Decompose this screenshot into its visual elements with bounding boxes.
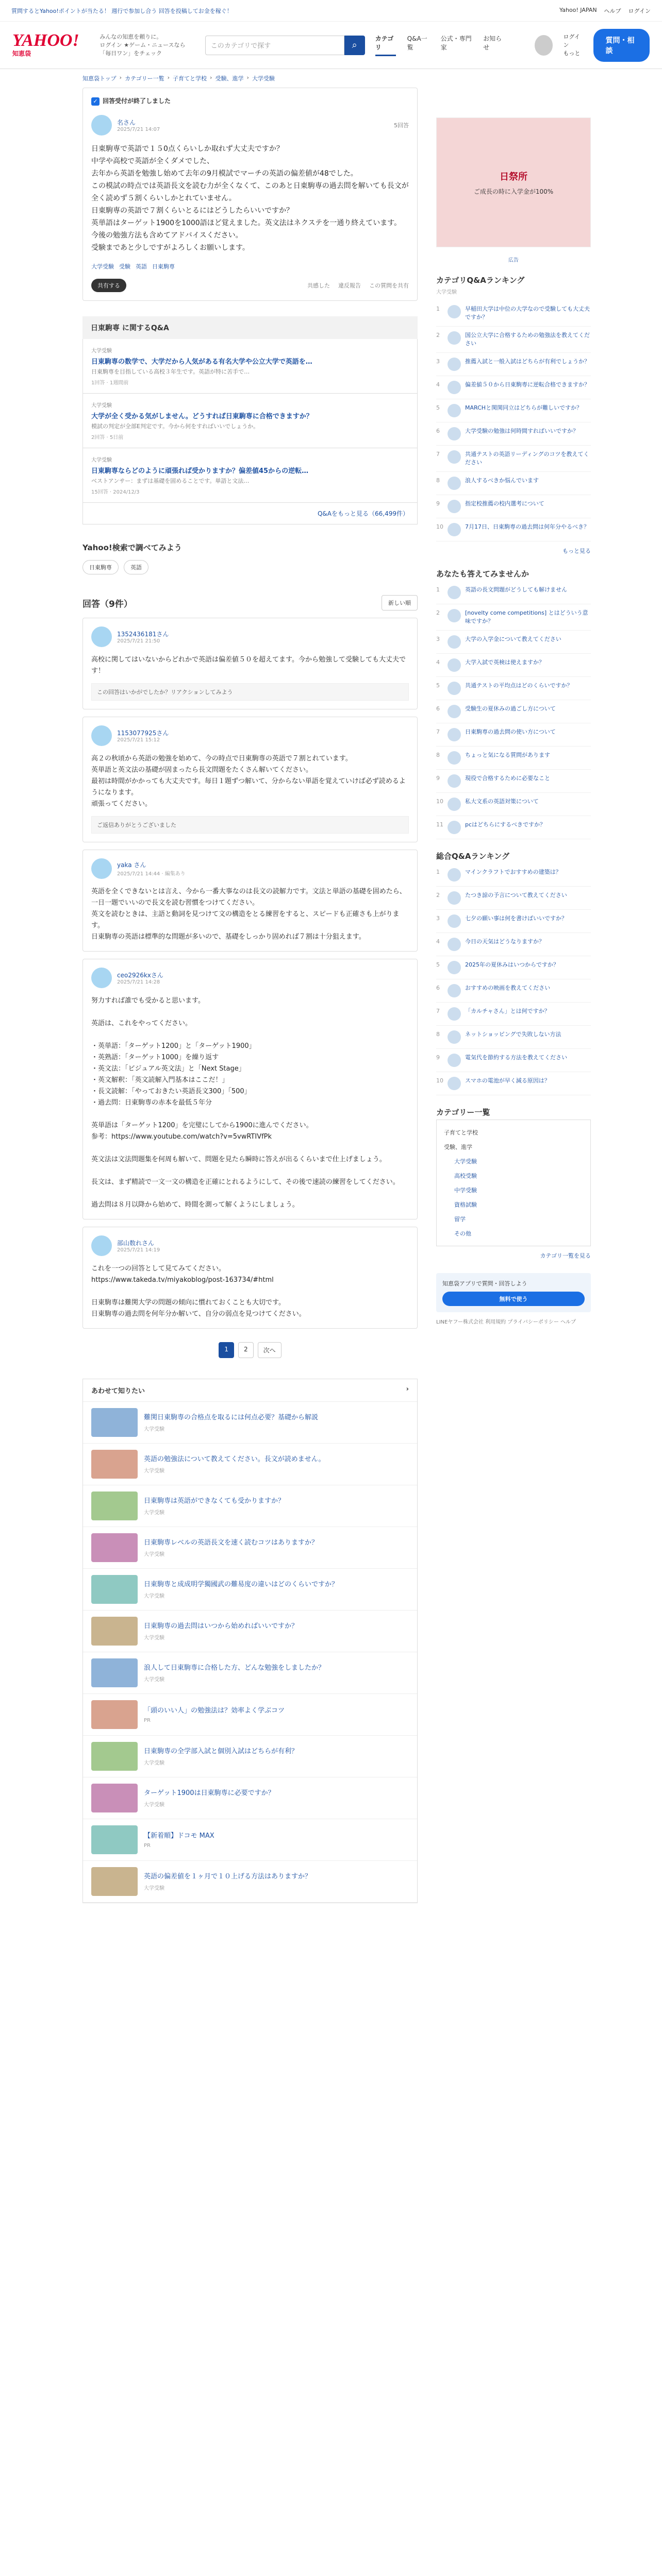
rank-thumbnail: [448, 1030, 461, 1044]
share-question-button[interactable]: この質問を共有: [369, 282, 409, 289]
rank-thumbnail: [448, 705, 461, 718]
rank-number: 2: [436, 609, 440, 616]
recommend-category: 大学受験: [144, 1635, 164, 1641]
answer-text: 努力すれば誰でも受かると思います。 英語は、これをやってください。 ・英単語：「ターゲット1200」と「ターゲット1900」 ・英熟語：「ターゲット1000」を繰り返す ・英文法：「ビジュアル英文法」と「Next Stage」 ・英文解釈：「英文読解入門基本はここだ！」 ・長文読解：「やっておきたい英語長文300」「500」 ・過去問：日東駒専の赤本を最低５年分 英単語は「ターゲット1200」を完璧にしてから1900に進んでください。 参考：https://www.youtube.com/watch?v=5vwRTIVfPk 英文法は文法問題集を何周も解いて、問題を見たら瞬時に答えが出るくらいまで仕上げましょう。 長文は、まず精読で一文一文の構造を正確にとれるようにして、その後で速読の練習をしてください。 過去問は８月以降から始めて、時間を測って解くようにしましょう。: [91, 997, 400, 1209]
sidebar: [436, 88, 591, 1903]
recommend-link[interactable]: 浪人して日東駒専に合格した方、どんな勉強をしましたか？: [144, 1664, 325, 1672]
rank-thumbnail: [448, 477, 461, 490]
recommend-link[interactable]: 日東駒専と成成明学獨國武の難易度の違いはどのくらいですか？: [144, 1580, 339, 1588]
rank-thumbnail: [448, 305, 461, 318]
recommend-category: 大学受験: [144, 1760, 164, 1766]
recommend-link[interactable]: 日東駒専の全学部入試と個別入試はどちらが有利？: [144, 1747, 299, 1755]
recommend-link[interactable]: 「頭のいい人」の勉強法は？効率よく学ぶコツ: [144, 1706, 285, 1715]
rank-number: 7: [436, 728, 440, 735]
ranking-item[interactable]: [436, 422, 591, 446]
nav-official[interactable]: 公式・専門家: [440, 35, 472, 51]
recommend-category: 大学受験: [144, 1551, 164, 1557]
rank-thumbnail: [448, 635, 461, 649]
answer-card: 1153077925さん 2025/7/21 15:12 高２の秋頃から英語の勉強を始めて、今の時点で日東駒専の英語で７割とれています。 英単語と英文法の基礎が固まったら長文問題をたくさん解いてください。 最初は時間がかかっても大丈夫です。毎日１題ずつ解いて、分からない単語を覚えていけば必ず読めるようになります。 頑張ってください。 ご返信ありがとうございました: [82, 717, 418, 842]
categories-title: カテゴリー一覧: [436, 1108, 490, 1117]
thumbnail: [91, 1825, 138, 1854]
ad-banner[interactable]: 日祭所 ご成長の時に入学金が100%: [436, 117, 591, 247]
ask-button[interactable]: 質問・相談: [593, 29, 650, 62]
rank-thumbnail: [448, 381, 461, 394]
rank-link[interactable]: ネットショッピングで失敗しない方法: [465, 1031, 561, 1038]
share-button[interactable]: 共有する: [91, 279, 126, 292]
ranking-sub: 大学受験: [436, 290, 457, 295]
logo[interactable]: YAHOO! 知恵袋: [12, 31, 79, 57]
rank-number: 9: [436, 500, 440, 507]
user-avatar[interactable]: [91, 1235, 112, 1256]
rank-number: 8: [436, 477, 440, 484]
rank-thumbnail: [448, 868, 461, 882]
category-item[interactable]: 中学受験: [454, 1187, 477, 1194]
overall-ranking-item[interactable]: [436, 956, 591, 979]
rank-link[interactable]: 英語の長文問題がどうしても解けません: [465, 586, 567, 593]
rank-thumbnail: [448, 523, 461, 536]
search-chip[interactable]: 日東駒専: [82, 560, 119, 574]
rank-link[interactable]: 共通テストの英語リーディングのコツを教えてください: [465, 451, 589, 466]
question-user: [91, 115, 409, 135]
crumb-university[interactable]: 大学受験: [252, 75, 275, 82]
categories-more-link[interactable]: カテゴリ一覧を見る: [540, 1252, 591, 1259]
recommend-category: 大学受験: [144, 1510, 164, 1516]
open-question-item[interactable]: [436, 816, 591, 839]
tag[interactable]: 日東駒専: [152, 263, 175, 270]
rank-link[interactable]: MARCHと関関同立はどちらが難しいですか？: [465, 404, 583, 411]
ranking-item[interactable]: [436, 399, 591, 422]
question-actions: [91, 279, 409, 292]
rank-number: 1: [436, 869, 440, 875]
rank-link[interactable]: おすすめの映画を教えてください: [465, 985, 551, 991]
rank-link[interactable]: 「カルチャさん」とは何ですか？: [465, 1008, 550, 1014]
thumbnail: [91, 1617, 138, 1646]
rank-link[interactable]: 現役で合格するために必要なこと: [465, 775, 550, 782]
overall-ranking-item[interactable]: [436, 1072, 591, 1095]
overall-title: 総合Q&Aランキング: [436, 852, 509, 861]
yahoo-search-title: Yahoo!検索で調べてみよう: [82, 543, 182, 552]
rank-thumbnail: [448, 751, 461, 765]
recommend-item[interactable]: [83, 1527, 417, 1569]
overall-ranking-item[interactable]: [436, 1026, 591, 1049]
crumb-top[interactable]: 知恵袋トップ: [82, 75, 117, 82]
rank-link[interactable]: 浪人するべきか悩んでいます: [465, 477, 539, 484]
rank-number: 10: [436, 798, 443, 805]
rank-link[interactable]: スマホの電池が早く減る原因は？: [465, 1077, 550, 1084]
rank-number: 6: [436, 705, 440, 712]
tag[interactable]: 受験: [119, 263, 130, 270]
recommend-item[interactable]: [83, 1777, 417, 1819]
overall-ranking-item[interactable]: [436, 933, 591, 956]
tag[interactable]: 英語: [136, 263, 147, 270]
rank-thumbnail: [448, 500, 461, 513]
recommend-item[interactable]: [83, 1611, 417, 1652]
recommend-title: あわせて知りたい: [91, 1387, 145, 1395]
thumbnail: [91, 1533, 138, 1562]
rank-number: 10: [436, 523, 443, 530]
next-page[interactable]: 次へ: [258, 1342, 282, 1358]
open-question-item[interactable]: [436, 677, 591, 700]
rank-number: 11: [436, 821, 443, 828]
open-question-item[interactable]: [436, 793, 591, 816]
app-promo: 知恵袋アプリで質問・回答しよう 無料で使う: [436, 1273, 591, 1312]
recommend-box: [82, 1379, 418, 1903]
rank-link[interactable]: 今日の天気はどうなりますか？: [465, 938, 544, 945]
recommend-category: 大学受験: [144, 1676, 164, 1683]
user-avatar[interactable]: [91, 626, 112, 647]
rank-link[interactable]: 日東駒専の過去問の使い方について: [465, 728, 556, 735]
rank-number: 7: [436, 1008, 440, 1014]
rank-thumbnail: [448, 586, 461, 599]
rank-number: 5: [436, 682, 440, 689]
recommend-category: 大学受験: [144, 1885, 164, 1891]
rank-thumbnail: [448, 450, 461, 464]
reaction-prompt[interactable]: この回答はいかがでしたか？リアクションしてみよう: [91, 683, 409, 701]
answer-text: これを一つの回答として見てみてください。 https://www.takeda.tv/miyakoblog/post-163734/#html 日東駒専は難関大学の問題の傾向に慣れておくことも大切です。 日東駒専の過去問を何年分か解いて、自分の弱点を見つけてください。: [91, 1265, 306, 1318]
page-1[interactable]: 1: [219, 1342, 234, 1358]
thumbnail: [91, 1742, 138, 1771]
header-more-link[interactable]: もっと: [563, 49, 581, 57]
rank-link[interactable]: 私大文系の英語対策について: [465, 798, 539, 805]
search-chip[interactable]: 英語: [124, 560, 148, 574]
header-sub: みんなの知恵を頼りに。 ログイン ★ゲーム・ニュースなら「毎日ワン」をチェック: [100, 33, 186, 57]
recommend-item[interactable]: [83, 1444, 417, 1485]
category-item[interactable]: 大学受験: [454, 1158, 477, 1165]
rank-thumbnail: [448, 961, 461, 974]
recommend-item[interactable]: [83, 1861, 417, 1903]
user-name[interactable]: 名さん: [117, 119, 136, 126]
category-item[interactable]: 高校受験: [454, 1173, 477, 1179]
rank-link[interactable]: 国公立大学に合格するための勉強法を教えてください: [465, 332, 590, 347]
related-title: 日東駒専 に関するQ&A: [82, 316, 418, 339]
crumb-kids-school[interactable]: 子育てと学校: [173, 75, 207, 82]
rank-link[interactable]: 推薦入試と一般入試はどちらが有利でしょうか？: [465, 358, 590, 365]
recommend-link[interactable]: 難関日東駒専の合格点を取るには何点必要？基礎から解説: [144, 1413, 319, 1421]
rank-number: 2: [436, 332, 440, 338]
rank-link[interactable]: [novelty come competitions] とはどういう意味ですか？: [465, 609, 588, 624]
user-name[interactable]: yaka さん: [117, 861, 146, 869]
open-question-item[interactable]: [436, 770, 591, 793]
recommend-link[interactable]: 【新着順】ドコモ MAX: [144, 1832, 214, 1840]
rank-thumbnail: [448, 331, 461, 345]
user-avatar[interactable]: [91, 725, 112, 746]
rank-link[interactable]: 大学受験の勉強は何時間すればいいですか？: [465, 428, 578, 434]
open-question-item[interactable]: [436, 700, 591, 723]
recommend-link[interactable]: ターゲット1900は日東駒専に必要ですか？: [144, 1789, 275, 1797]
thumbnail: [91, 1575, 138, 1604]
question-text: 日東駒専で英語で１５0点くらいしか取れず大丈夫ですか？ 中学や高校で英語が全くダメでした、 去年から英語を勉強し始めて去年の9月模試でマーチの英語の偏差値が48でした。 この模試の時点では英語長文を読む力が全くなくて、このあと日東駒専の過去問を解いても長文が全く読めず５割くらいしかとれていません。 日東駒専の英語で７割くらいとるにはどうしたらいいですか？ 英単語はターゲット1900を1000語ほど覚えました。英文法はネクステを一通り終えています。 今後の勉強方法も含めてアドバイスください。 受験まであと少しですがよろしくお願いします。: [91, 145, 409, 252]
rank-number: 3: [436, 915, 440, 922]
user-name[interactable]: ceo2926kxさん: [117, 972, 163, 979]
nav-category[interactable]: カテゴリ: [375, 34, 396, 56]
rank-thumbnail: [448, 728, 461, 741]
ranking-item[interactable]: [436, 518, 591, 541]
rank-thumbnail: [448, 891, 461, 905]
login-link[interactable]: ログイン: [628, 7, 651, 14]
ad-label[interactable]: 広告: [508, 258, 519, 263]
recommend-item[interactable]: [83, 1485, 417, 1527]
answer-card: ceo2926kxさん 2025/7/21 14:28 努力すれば誰でも受かると思います。 英語は、これをやってください。 ・英単語：「ターゲット1200」と「ターゲット1900」 ・英熟語：「ターゲット1000」を繰り返す ・英文法：「ビジュアル英文法」と「Next Stage」 ・英文解釈：「英文読解入門基本はここだ！」 ・長文読解：「やっておきたい英語長文300」「500」 ・過去問：日東駒専の赤本を最低５年分 英単語は「ターゲット1200」を完璧にしてから1900に進んでください。 参考：https://www.youtube.com/watch?v=5vwRTIVfPk 英文法は文法問題集を何周も解いて、問題を見たら瞬時に答えが出るくらいまで仕上げましょう。 長文は、まず精読で一文一文の構造を正確にとれるようにして、その後で速読の練習をしてください。 過去問は８月以降から始めて、時間を測って解くようにしましょう。: [82, 959, 418, 1219]
open-question-item[interactable]: [436, 604, 591, 631]
recommend-category: 大学受験: [144, 1802, 164, 1808]
answers-title: 回答（9件）: [82, 599, 133, 609]
breadcrumb: 知恵袋トップ › カテゴリー一覧 › 子育てと学校 › 受験、進学 › 大学受験: [82, 74, 275, 82]
category-item[interactable]: 受験、進学: [444, 1144, 472, 1150]
rank-number: 5: [436, 404, 440, 411]
thumbnail: [91, 1450, 138, 1479]
ranking-item[interactable]: [436, 446, 591, 472]
search-input[interactable]: このカテゴリで探す: [205, 36, 344, 55]
user-avatar[interactable]: [91, 858, 112, 879]
search-icon: ⌕: [352, 40, 357, 50]
answers-header: [82, 595, 418, 611]
rank-thumbnail: [448, 658, 461, 672]
recommend-item[interactable]: [83, 1819, 417, 1861]
user-avatar[interactable]: [91, 115, 112, 135]
thumbnail: [91, 1784, 138, 1812]
rank-thumbnail: [448, 774, 461, 788]
recommend-item[interactable]: [83, 1569, 417, 1611]
rank-number: 3: [436, 358, 440, 365]
related-item[interactable]: 大学受験 日東駒専の数学で、大学だから人気がある有名大学や公立大学で英語を… 日東駒専を目指している高校３年生です。英語が特に苦手で… 1回答 · 1週間前: [82, 339, 418, 394]
page-2[interactable]: 2: [238, 1342, 254, 1358]
recommend-item[interactable]: [83, 1652, 417, 1694]
promo-text[interactable]: 質問するとYahoo!ポイントが当たる！ 週行で参加し合う 回答を投稿してお金を稼ぐ！: [11, 7, 233, 14]
rank-thumbnail: [448, 821, 461, 834]
category-item[interactable]: 子育てと学校: [444, 1129, 478, 1136]
related-item[interactable]: 大学受験 日東駒専ならどのように頑張れば受かりますか？偏差値45からの逆転… ベストアンサー：まずは基礎を固めることです。単語と文法… 15回答 · 2024/12/3: [82, 448, 418, 503]
rank-link[interactable]: 七夕の願い事は何を書けばいいですか？: [465, 915, 567, 922]
ranking-item[interactable]: [436, 495, 591, 518]
recommend-item[interactable]: [83, 1402, 417, 1444]
rank-thumbnail: [448, 682, 461, 695]
recommend-category: 大学受験: [144, 1426, 164, 1432]
recommend-link[interactable]: 日東駒専の過去問はいつから始めればいいですか？: [144, 1622, 299, 1630]
ranking-item[interactable]: [436, 300, 591, 327]
rank-thumbnail: [448, 938, 461, 951]
user-avatar[interactable]: [91, 968, 112, 988]
rank-link[interactable]: pcはどちらにするべきですか？: [465, 821, 546, 828]
header-login-link[interactable]: ログイン: [563, 33, 580, 48]
overall-ranking-item[interactable]: [436, 887, 591, 910]
rank-number: 9: [436, 1054, 440, 1061]
answer-text: 高校に関してはいないからどれかで英語は偏差値５０を超えてます。今から勉強して受験しても大丈夫です！: [91, 656, 406, 675]
tag-list: [91, 262, 409, 270]
ranking-item[interactable]: [436, 472, 591, 495]
answer-text: 英語を全くできないとは言え、今から一番大事なのは長文の読解力です。文法と単語の基礎を固めたら、一日一題でいいので長文を読む習慣をつけてください。 英文を読むときは、主語と動詞を見つけて文の構造をとる練習をすると、スピードも正確さも上がります。 日東駒専の英語は標準的な問題が多いので、基礎をしっかり固めれば７割は十分狙えます。: [91, 888, 406, 941]
rank-number: 10: [436, 1077, 443, 1084]
related-item[interactable]: 大学受験 大学が全く受かる気がしません。どうすれば日東駒専に合格できますか？ 模試の判定が全部E判定です。今から何をすればいいでしょうか。 2回答 · 5日前: [82, 394, 418, 448]
answer-text: 高２の秋頃から英語の勉強を始めて、今の時点で日東駒専の英語で７割とれています。 英単語と英文法の基礎が固まったら長文問題をたくさん解いてください。 最初は時間がかかっても大丈夫です。毎日１題ずつ解いて、分からない単語を覚えていけば必ず読めるようになります。 頑張ってください。: [91, 755, 406, 808]
pagination: [82, 1342, 418, 1358]
question-date: 2025/7/21 14:07: [117, 127, 160, 132]
rank-link[interactable]: 早稲田大学は中位の大学なので受験しても大丈夫ですか？: [465, 306, 590, 320]
rank-thumbnail: [448, 1007, 461, 1021]
rank-number: 1: [436, 586, 440, 593]
ranking-item[interactable]: [436, 376, 591, 399]
yahoo-link[interactable]: Yahoo! JAPAN: [559, 6, 597, 13]
crumb-exams[interactable]: 受験、進学: [215, 75, 244, 82]
rank-number: 8: [436, 752, 440, 758]
chevron-icon[interactable]: ›: [406, 1385, 409, 1393]
empathy-button[interactable]: 共感した: [307, 282, 330, 289]
crumb-categories[interactable]: カテゴリー一覧: [125, 75, 164, 82]
open-question-item[interactable]: [436, 631, 591, 654]
rank-link[interactable]: 偏差値５０から日東駒専に逆転合格できますか？: [465, 381, 590, 388]
rank-link[interactable]: 7月17日、日東駒専の過去問は何年分やるべき？: [465, 523, 589, 530]
header-links: [563, 33, 583, 58]
overall-ranking-item[interactable]: [436, 1049, 591, 1072]
rank-number: 5: [436, 961, 440, 968]
top-bar: [0, 0, 662, 22]
open-question-item[interactable]: [436, 723, 591, 747]
recommend-link[interactable]: 日東駒専レベルの英語長文を速く読むコツはありますか？: [144, 1538, 319, 1547]
ranking-more-link[interactable]: もっと見る: [562, 548, 591, 554]
search-bar: [205, 36, 365, 55]
category-item[interactable]: 資格試験: [454, 1201, 477, 1208]
rank-thumbnail: [448, 1077, 461, 1090]
recommend-category: PR: [144, 1842, 151, 1849]
rank-thumbnail: [448, 914, 461, 928]
open-question-item[interactable]: [436, 747, 591, 770]
rank-number: 8: [436, 1031, 440, 1038]
answer-count: 5回答: [394, 122, 409, 129]
rank-number: 9: [436, 775, 440, 782]
overall-ranking-item[interactable]: [436, 910, 591, 933]
open-question-item[interactable]: [436, 654, 591, 677]
people-title: あなたも答えてみませんか: [436, 569, 529, 579]
user-name[interactable]: 1153077925さん: [117, 730, 169, 737]
rank-link[interactable]: 2025年の夏休みはいつからですか？: [465, 961, 559, 968]
recommend-link[interactable]: 日東駒専は英語ができなくても受かりますか？: [144, 1497, 285, 1505]
reaction-prompt[interactable]: ご返信ありがとうございました: [91, 816, 409, 834]
recommend-link[interactable]: 英語の勉強法について教えてください。長文が読めません。: [144, 1455, 325, 1463]
rank-number: 4: [436, 938, 440, 945]
rank-number: 7: [436, 451, 440, 457]
thumbnail: [91, 1408, 138, 1437]
rank-link[interactable]: 受験生の夏休みの過ごし方について: [465, 705, 556, 712]
closed-badge: ✓ 回答受付が終了しました: [91, 96, 171, 106]
rank-number: 6: [436, 428, 440, 434]
related-more-link[interactable]: Q&Aをもっと見る（66,499件）: [82, 503, 418, 524]
rank-link[interactable]: 大学入試で英検は使えますか？: [465, 659, 544, 666]
nav-notices[interactable]: お知らせ: [483, 35, 502, 51]
answer-card: 部山数れさん 2025/7/21 14:19 これを一つの回答として見てみてください。 https://www.takeda.tv/miyakoblog/post-163734/#html 日東駒専は難関大学の問題の傾向に慣れておくことも大切です。 日東駒専の過去問を何年分か解いて、自分の弱点を見つけてください。: [82, 1227, 418, 1329]
thumbnail: [91, 1492, 138, 1520]
thumbnail: [91, 1867, 138, 1896]
overall-ranking-item[interactable]: [436, 863, 591, 887]
rank-thumbnail: [448, 358, 461, 371]
category-item[interactable]: その他: [454, 1230, 471, 1237]
nav-qa-list[interactable]: Q&A一覧: [407, 35, 427, 51]
recommend-item[interactable]: [83, 1736, 417, 1777]
thumbnail: [91, 1700, 138, 1729]
rank-thumbnail: [448, 984, 461, 997]
app-button[interactable]: 無料で使う: [442, 1292, 585, 1306]
search-chips: [82, 560, 418, 574]
ranking-item[interactable]: [436, 353, 591, 376]
rank-thumbnail: [448, 609, 461, 622]
rank-link[interactable]: マインクラフトでおすすめの建築は？: [465, 869, 561, 875]
rank-link[interactable]: 電気代を節約する方法を教えてください: [465, 1054, 567, 1061]
help-link[interactable]: ヘルプ: [604, 7, 621, 14]
rank-link[interactable]: 指定校推薦の校内選考について: [465, 500, 544, 507]
rank-number: 6: [436, 985, 440, 991]
rank-number: 3: [436, 636, 440, 642]
open-question-item[interactable]: [436, 581, 591, 604]
answer-card: 1352436181さん 2025/7/21 21:50 高校に関してはいないからどれかで英語は偏差値５０を超えてます。今から勉強して受験しても大丈夫です！ この回答はいかがでしたか？リアクションしてみよう: [82, 618, 418, 709]
rank-link[interactable]: 大学の入学金について教えてください: [465, 636, 561, 642]
rank-number: 4: [436, 659, 440, 666]
overall-ranking-item[interactable]: [436, 979, 591, 1003]
ranking-item[interactable]: [436, 327, 591, 353]
overall-ranking-item[interactable]: [436, 1003, 591, 1026]
category-item[interactable]: 留学: [454, 1216, 466, 1223]
recommend-category: PR: [144, 1717, 151, 1723]
rank-thumbnail: [448, 798, 461, 811]
avatar[interactable]: [535, 35, 553, 56]
recommend-category: 大学受験: [144, 1468, 164, 1474]
thumbnail: [91, 1658, 138, 1687]
recommend-category: 大学受験: [144, 1593, 164, 1599]
rank-thumbnail: [448, 404, 461, 417]
recommend-item[interactable]: [83, 1694, 417, 1736]
user-name[interactable]: 1352436181さん: [117, 631, 169, 638]
rank-link[interactable]: 共通テストの平均点はどのくらいですか？: [465, 682, 573, 689]
rank-thumbnail: [448, 427, 461, 440]
rank-number: 4: [436, 381, 440, 388]
main-column: [82, 88, 418, 1903]
rank-link[interactable]: たつき諒の予言について教えてください: [465, 892, 567, 899]
answer-card: yaka さん 2025/7/21 14:44 · 編集あり 英語を全くできないとは言え、今から一番大事なのは長文の読解力です。文法と単語の基礎を固めたら、一日一題でいいので長文を読む習慣をつけてください。 英文を読むときは、主語と動詞を見つけて文の構造をとる練習をすると、スピードも正確さも上がります。 日東駒専の英語は標準的な問題が多いので、基礎をしっかり固めれば７割は十分狙えます。: [82, 850, 418, 952]
rank-link[interactable]: ちょっと気になる質問があります: [465, 752, 550, 758]
report-button[interactable]: 違反報告: [338, 282, 361, 289]
header: [0, 22, 662, 69]
rank-number: 2: [436, 892, 440, 899]
footer-text: LINEヤフー株式会社 利用規約 プライバシーポリシー ヘルプ: [436, 1319, 576, 1325]
rank-thumbnail: [448, 1054, 461, 1067]
main-nav: [375, 34, 504, 56]
user-name[interactable]: 部山数れさん: [117, 1240, 155, 1247]
category-list: [436, 1120, 591, 1246]
rank-number: 1: [436, 306, 440, 312]
recommend-link[interactable]: 英語の偏差値を１ヶ月で１０上げる方法はありますか？: [144, 1872, 312, 1880]
search-button[interactable]: [344, 36, 365, 55]
tag[interactable]: 大学受験: [91, 263, 114, 270]
sort-select[interactable]: 新しい順: [382, 595, 418, 611]
question-card: [82, 88, 418, 301]
ranking-title: カテゴリQ&Aランキング: [436, 276, 525, 285]
